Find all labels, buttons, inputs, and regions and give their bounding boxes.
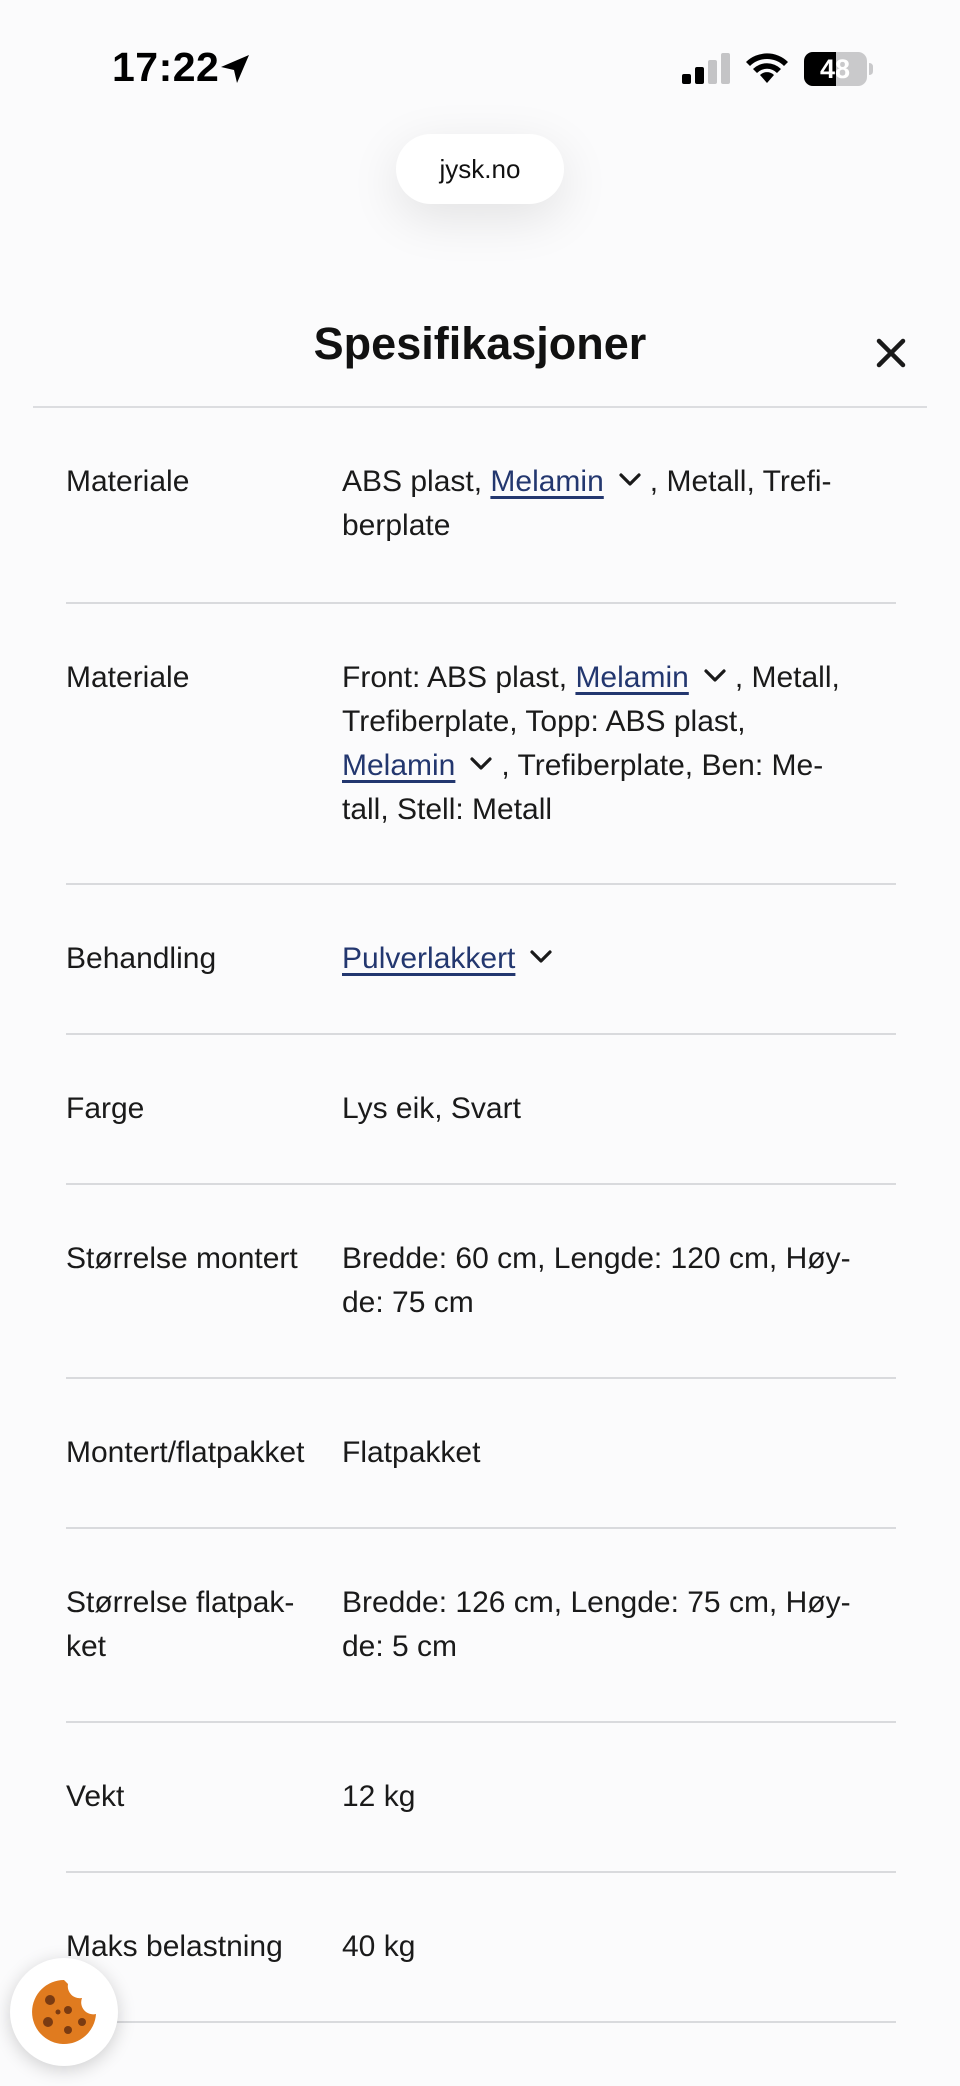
- spec-value: 40 kg: [342, 1930, 416, 1963]
- spec-value: Bredde: 126 cm, Lengde: 75 cm, Høy- de: 5 cm: [342, 1586, 851, 1663]
- spec-row-behandling: [66, 885, 896, 1035]
- spec-label: Materiale: [66, 661, 190, 694]
- location-arrow-icon: [218, 52, 252, 86]
- spec-row-materiale-detail: [66, 604, 896, 885]
- chevron-down-icon[interactable]: [701, 666, 729, 686]
- close-button[interactable]: [870, 332, 912, 374]
- spec-value: Front: ABS plast, Melamin , Metall, Trefiberplate, Topp: ABS plast, Melamin , Trefiberplate, Ben: Me- tall, Stell: Metall: [342, 661, 840, 826]
- spec-row-maks-belastning: [66, 1873, 896, 2023]
- spec-label: Montert/flatpakket: [66, 1436, 305, 1469]
- spec-label: Maks belastning: [66, 1930, 283, 1963]
- spec-row-montert-flatpakket: [66, 1379, 896, 1529]
- spec-label: Størrelse montert: [66, 1242, 298, 1275]
- spec-label: Materiale: [66, 465, 190, 498]
- sheet-title: Spesifikasjoner: [313, 318, 647, 369]
- spec-link-melamin[interactable]: Melamin: [490, 465, 604, 498]
- spec-value: Lys eik, Svart: [342, 1092, 521, 1125]
- spec-value: [342, 937, 896, 981]
- spec-label: Vekt: [66, 1780, 125, 1813]
- spec-row-storrelse-flatpakket: [66, 1529, 896, 1723]
- url-pill[interactable]: jysk.no: [396, 134, 564, 204]
- spec-row-farge: [66, 1035, 896, 1185]
- cookie-consent-button[interactable]: [10, 1958, 118, 2066]
- spec-label: Farge: [66, 1092, 145, 1125]
- spec-label: Behandling: [66, 942, 217, 975]
- spec-value: ABS plast, Melamin , Metall, Trefi- berplate: [342, 465, 832, 542]
- chevron-down-icon[interactable]: [467, 754, 495, 774]
- chevron-down-icon[interactable]: [527, 947, 555, 967]
- spec-link-pulverlakkert[interactable]: Pulverlakkert: [342, 942, 516, 975]
- status-bar: [0, 0, 960, 130]
- spec-row-materiale: [66, 408, 896, 604]
- cellular-signal-icon: [680, 52, 730, 86]
- spec-link-melamin[interactable]: Melamin: [342, 749, 456, 782]
- spec-label: Størrelse flatpak- ket: [66, 1586, 295, 1663]
- spec-value: 12 kg: [342, 1780, 416, 1813]
- wifi-icon: [744, 50, 790, 86]
- spec-row-vekt: [66, 1723, 896, 1873]
- status-time: 17:22: [112, 44, 220, 90]
- cookie-icon: [28, 1976, 100, 2048]
- chevron-down-icon[interactable]: [616, 470, 644, 490]
- spec-row-storrelse-montert: [66, 1185, 896, 1379]
- battery-level: 48: [819, 54, 851, 84]
- spec-link-melamin[interactable]: Melamin: [575, 661, 689, 694]
- spec-list: [66, 408, 896, 2023]
- spec-value: Bredde: 60 cm, Lengde: 120 cm, Høy- de: 75 cm: [342, 1242, 851, 1319]
- spec-value: Flatpakket: [342, 1436, 481, 1469]
